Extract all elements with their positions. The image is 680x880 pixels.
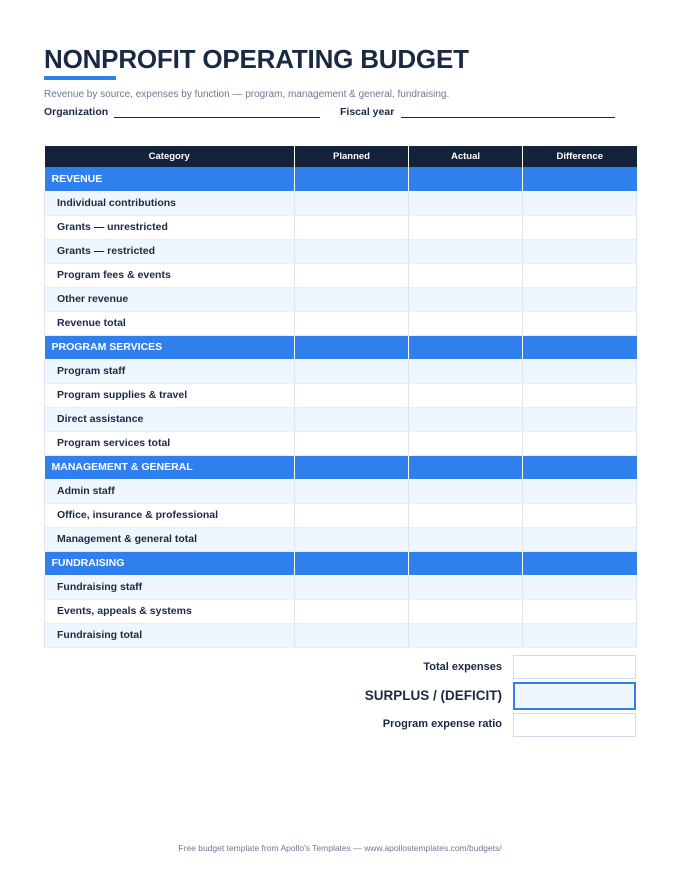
row-label: Direct assistance [45, 407, 295, 431]
actual-cell[interactable] [409, 527, 523, 551]
planned-cell[interactable] [295, 239, 409, 263]
difference-cell[interactable] [523, 383, 637, 407]
section-header-cell [409, 455, 523, 479]
table-row [45, 239, 637, 263]
difference-cell[interactable] [523, 527, 637, 551]
footer-credit: Free budget template from Apollo's Templates — www.apollostemplates.com/budgets/ [178, 843, 502, 853]
column-header-category: Category [45, 146, 295, 167]
difference-cell[interactable] [523, 599, 637, 623]
program-expense-ratio-cell[interactable] [513, 713, 636, 737]
difference-cell[interactable] [523, 479, 637, 503]
surplus-deficit-cell[interactable] [513, 682, 636, 710]
fiscal-year-field[interactable] [401, 117, 615, 118]
difference-cell[interactable] [523, 287, 637, 311]
actual-cell[interactable] [409, 599, 523, 623]
section-header-cell [409, 551, 523, 575]
table-row [45, 479, 637, 503]
section-header-cell [295, 455, 409, 479]
table-row [45, 407, 637, 431]
fiscal-year-label: Fiscal year [340, 106, 395, 118]
planned-cell[interactable] [295, 503, 409, 527]
planned-cell[interactable] [295, 215, 409, 239]
planned-cell[interactable] [295, 263, 409, 287]
difference-cell[interactable] [523, 431, 637, 455]
section-title: MANAGEMENT & GENERAL [45, 455, 295, 479]
page-subtitle: Revenue by source, expenses by function — program, management & general, fundraising. [44, 89, 450, 100]
table-row [45, 359, 637, 383]
row-label: Fundraising staff [45, 575, 295, 599]
planned-cell[interactable] [295, 479, 409, 503]
actual-cell[interactable] [409, 359, 523, 383]
table-row [45, 311, 637, 335]
table-row [45, 503, 637, 527]
planned-cell[interactable] [295, 623, 409, 647]
difference-cell[interactable] [523, 263, 637, 287]
row-label: Events, appeals & systems [45, 599, 295, 623]
row-label: Fundraising total [45, 623, 295, 647]
actual-cell[interactable] [409, 407, 523, 431]
section-header-fundraising [45, 551, 637, 575]
table-row [45, 575, 637, 599]
table-row [45, 599, 637, 623]
section-header-cell [523, 551, 637, 575]
table-row [45, 623, 637, 647]
column-header-planned: Planned [295, 146, 409, 167]
actual-cell[interactable] [409, 287, 523, 311]
row-label: Office, insurance & professional [45, 503, 295, 527]
planned-cell[interactable] [295, 527, 409, 551]
difference-cell[interactable] [523, 215, 637, 239]
difference-cell[interactable] [523, 575, 637, 599]
column-header-difference: Difference [523, 146, 637, 167]
table-row [45, 431, 637, 455]
budget-table-body [45, 167, 637, 647]
planned-cell[interactable] [295, 575, 409, 599]
section-header-cell [523, 167, 637, 191]
difference-cell[interactable] [523, 359, 637, 383]
row-label: Other revenue [45, 287, 295, 311]
planned-cell[interactable] [295, 431, 409, 455]
difference-cell[interactable] [523, 623, 637, 647]
section-title: PROGRAM SERVICES [45, 335, 295, 359]
budget-table [44, 146, 637, 648]
table-row [45, 383, 637, 407]
difference-cell[interactable] [523, 503, 637, 527]
table-header-row [45, 146, 637, 167]
page-title: NONPROFIT OPERATING BUDGET [44, 44, 469, 74]
program-expense-ratio-label: Program expense ratio [382, 718, 502, 730]
surplus-deficit-label: SURPLUS / (DEFICIT) [364, 688, 502, 703]
actual-cell[interactable] [409, 239, 523, 263]
row-label: Program services total [45, 431, 295, 455]
actual-cell[interactable] [409, 215, 523, 239]
section-header-cell [409, 167, 523, 191]
actual-cell[interactable] [409, 479, 523, 503]
total-expenses-label: Total expenses [423, 661, 502, 673]
row-label: Program staff [45, 359, 295, 383]
actual-cell[interactable] [409, 383, 523, 407]
section-header-cell [295, 335, 409, 359]
title-underline [44, 76, 116, 80]
table-row [45, 191, 637, 215]
row-label: Program fees & events [45, 263, 295, 287]
section-header-management-general [45, 455, 637, 479]
row-label: Program supplies & travel [45, 383, 295, 407]
planned-cell[interactable] [295, 407, 409, 431]
row-label: Management & general total [45, 527, 295, 551]
section-title: REVENUE [45, 167, 295, 191]
row-label: Admin staff [45, 479, 295, 503]
row-label: Individual contributions [45, 191, 295, 215]
planned-cell[interactable] [295, 311, 409, 335]
section-header-cell [409, 335, 523, 359]
section-title: FUNDRAISING [45, 551, 295, 575]
difference-cell[interactable] [523, 239, 637, 263]
table-row [45, 215, 637, 239]
difference-cell[interactable] [523, 407, 637, 431]
table-row [45, 263, 637, 287]
section-header-cell [523, 335, 637, 359]
planned-cell[interactable] [295, 599, 409, 623]
row-label: Grants — unrestricted [45, 215, 295, 239]
column-header-actual: Actual [409, 146, 523, 167]
section-header-revenue [45, 167, 637, 191]
actual-cell[interactable] [409, 311, 523, 335]
actual-cell[interactable] [409, 503, 523, 527]
section-header-cell [295, 167, 409, 191]
total-expenses-cell[interactable] [513, 655, 636, 679]
section-header-cell [295, 551, 409, 575]
section-header-cell [523, 455, 637, 479]
organization-field[interactable] [114, 117, 320, 118]
section-header-program-services [45, 335, 637, 359]
planned-cell[interactable] [295, 287, 409, 311]
organization-label: Organization [44, 106, 109, 118]
table-row [45, 527, 637, 551]
planned-cell[interactable] [295, 359, 409, 383]
planned-cell[interactable] [295, 191, 409, 215]
row-label: Grants — restricted [45, 239, 295, 263]
difference-cell[interactable] [523, 311, 637, 335]
row-label: Revenue total [45, 311, 295, 335]
actual-cell[interactable] [409, 431, 523, 455]
planned-cell[interactable] [295, 383, 409, 407]
actual-cell[interactable] [409, 623, 523, 647]
actual-cell[interactable] [409, 263, 523, 287]
difference-cell[interactable] [523, 191, 637, 215]
actual-cell[interactable] [409, 575, 523, 599]
table-row [45, 287, 637, 311]
actual-cell[interactable] [409, 191, 523, 215]
